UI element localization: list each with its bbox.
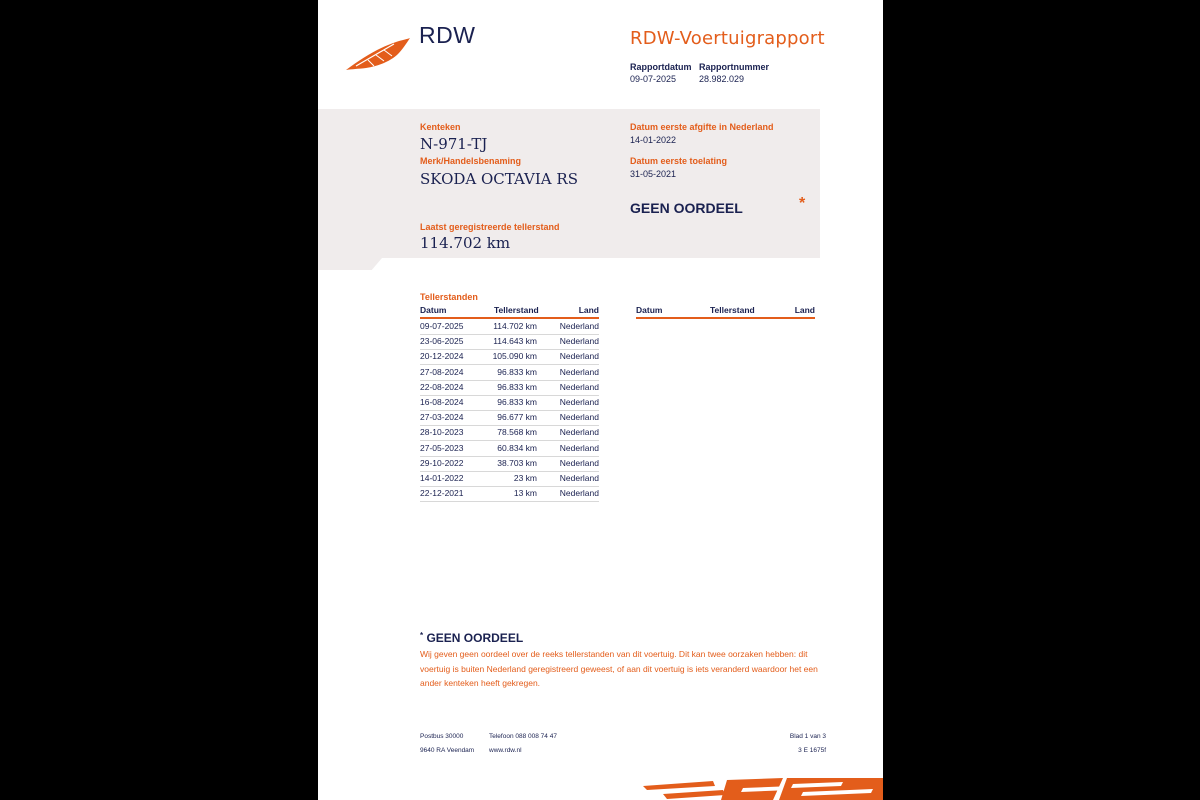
row-reading: 38.703 km bbox=[497, 457, 537, 468]
row-reading: 96.677 km bbox=[497, 412, 537, 423]
table-row bbox=[420, 319, 599, 335]
report-date-value: 09-07-2025 bbox=[630, 74, 677, 84]
row-country: Nederland bbox=[559, 488, 599, 499]
row-reading: 114.702 km bbox=[493, 321, 537, 331]
table-row bbox=[420, 334, 599, 350]
footer-postbus: Postbus 30000 bbox=[420, 733, 464, 740]
first-admission-label: Datum eerste toelating bbox=[630, 156, 728, 166]
row-date: 23-06-2025 bbox=[420, 336, 464, 347]
decorative-stripes-icon bbox=[643, 778, 883, 800]
note-body: Wij geven geen oordeel over de reeks tellerstanden van dit voertuig. Dit kan twee oorzaken hebben: dit voertuig is buiten Nederland geregistreerd geweest, of aan dit voertuig is iets veranderd waardoor het een ander kenteken heeft gekregen. bbox=[420, 649, 818, 688]
row-reading: 96.833 km bbox=[497, 366, 537, 377]
verdict-text: GEEN OORDEEL bbox=[630, 200, 743, 216]
header-country-right: Land bbox=[794, 305, 815, 315]
header-date: Datum bbox=[420, 305, 447, 315]
row-country: Nederland bbox=[559, 442, 599, 453]
table-row bbox=[420, 471, 599, 487]
row-country: Nederland bbox=[559, 412, 599, 423]
first-issue-label: Datum eerste afgifte in Nederland bbox=[630, 122, 774, 132]
table-row bbox=[420, 395, 599, 411]
table-row bbox=[420, 456, 599, 472]
row-reading: 96.833 km bbox=[497, 381, 537, 392]
report-date-label: Rapportdatum bbox=[630, 62, 692, 72]
row-country: Nederland bbox=[559, 427, 599, 438]
table-row bbox=[420, 365, 599, 381]
report-title: RDW-Voertuigrapport bbox=[630, 28, 825, 49]
row-date: 22-08-2024 bbox=[420, 381, 464, 392]
report-number-value: 28.982.029 bbox=[699, 74, 745, 84]
report-number-label: Rapportnummer bbox=[699, 62, 770, 72]
table-row bbox=[420, 425, 599, 441]
row-country: Nederland bbox=[559, 397, 599, 407]
row-reading: 60.834 km bbox=[497, 442, 537, 453]
row-country: Nederland bbox=[559, 381, 599, 392]
row-date: 28-10-2023 bbox=[420, 427, 464, 438]
row-country: Nederland bbox=[559, 473, 599, 483]
row-date: 27-03-2024 bbox=[420, 412, 464, 423]
odometer-value: 114.702 km bbox=[420, 234, 511, 252]
logo-text: RDW bbox=[419, 22, 476, 48]
footer-phone: Telefoon 088 008 74 47 bbox=[489, 733, 557, 740]
footer-code: 3 E 1675f bbox=[798, 747, 826, 754]
row-reading: 114.643 km bbox=[493, 336, 537, 347]
table-header-left bbox=[420, 305, 599, 319]
rdw-feather-logo-icon bbox=[344, 36, 412, 72]
plate-value: N-971-TJ bbox=[420, 135, 488, 153]
footer-page: Blad 1 van 3 bbox=[789, 733, 826, 740]
row-reading: 96.833 km bbox=[497, 397, 537, 407]
footer-website[interactable]: www.rdw.nl bbox=[489, 747, 522, 754]
footer-address: 9640 RA Veendam bbox=[420, 747, 475, 754]
row-date: 16-08-2024 bbox=[420, 397, 464, 407]
header-reading-right: Tellerstand bbox=[710, 305, 755, 315]
row-reading: 13 km bbox=[513, 488, 537, 499]
odometer-section-title: Tellerstanden bbox=[420, 292, 478, 302]
row-country: Nederland bbox=[559, 366, 599, 377]
table-row bbox=[420, 486, 599, 502]
row-reading: 105.090 km bbox=[492, 351, 537, 362]
note-title bbox=[420, 631, 523, 645]
row-reading: 78.568 km bbox=[497, 427, 537, 438]
table-row bbox=[420, 441, 599, 457]
header-reading: Tellerstand bbox=[494, 305, 539, 315]
row-date: 20-12-2024 bbox=[420, 351, 464, 362]
report-page bbox=[318, 0, 883, 800]
row-country: Nederland bbox=[559, 351, 599, 362]
make-value: SKODA OCTAVIA RS bbox=[420, 170, 578, 188]
note-marker: * bbox=[420, 631, 424, 640]
table-row bbox=[420, 380, 599, 396]
row-date: 27-08-2024 bbox=[420, 366, 464, 377]
first-admission-value: 31-05-2021 bbox=[630, 169, 677, 179]
row-date: 22-12-2021 bbox=[420, 488, 464, 499]
first-issue-value: 14-01-2022 bbox=[630, 135, 677, 145]
row-date: 29-10-2022 bbox=[420, 457, 464, 468]
row-country: Nederland bbox=[559, 321, 599, 331]
odometer-label: Laatst geregistreerde tellerstand bbox=[420, 222, 560, 232]
row-date: 09-07-2025 bbox=[420, 321, 464, 331]
row-date: 27-05-2023 bbox=[420, 442, 464, 453]
verdict-asterisk: * bbox=[799, 195, 806, 212]
band-notch bbox=[318, 258, 382, 270]
table-row bbox=[420, 410, 599, 426]
row-reading: 23 km bbox=[513, 473, 537, 483]
table-row bbox=[420, 349, 599, 365]
row-date: 14-01-2022 bbox=[420, 473, 464, 483]
note-title-text: GEEN OORDEEL bbox=[426, 631, 524, 645]
make-label: Merk/Handelsbenaming bbox=[420, 156, 522, 166]
header-country: Land bbox=[578, 305, 599, 315]
plate-label: Kenteken bbox=[420, 122, 461, 132]
header-date-right: Datum bbox=[636, 305, 663, 315]
row-country: Nederland bbox=[559, 336, 599, 347]
row-country: Nederland bbox=[559, 457, 599, 468]
table-header-right bbox=[636, 305, 815, 319]
